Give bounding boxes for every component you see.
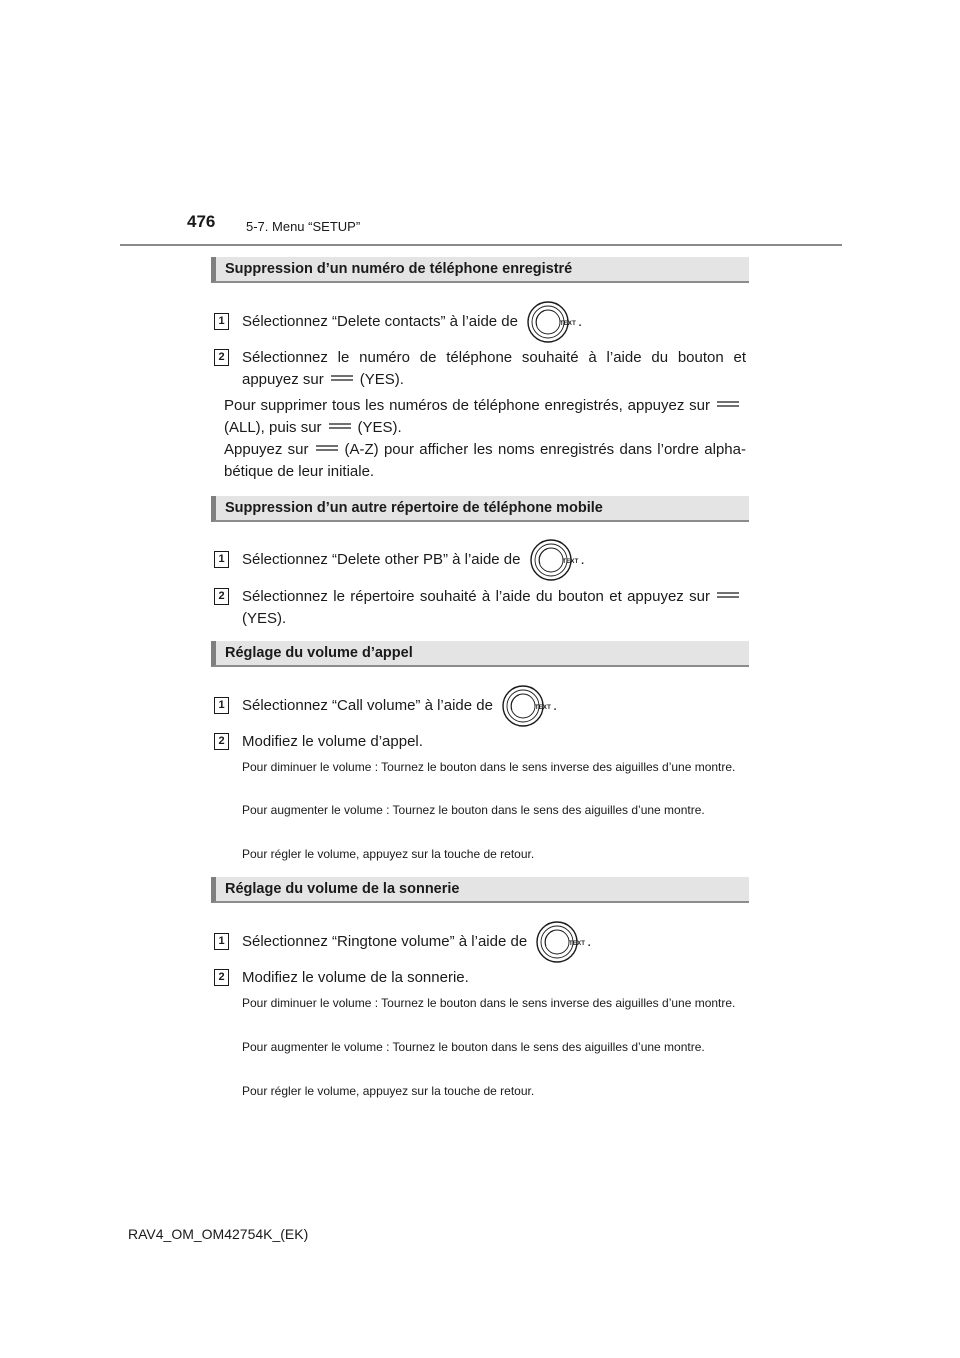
step-text: Modifiez le volume de la sonnerie.	[242, 969, 469, 986]
step-text-before: Sélectionnez le répertoire souhaité à l’aide du bouton et appuyez sur	[242, 588, 710, 605]
soft-key-icon	[315, 443, 339, 453]
note-paragraph	[224, 439, 746, 483]
step-number: 1	[214, 313, 229, 330]
step-text-after: .	[578, 313, 583, 330]
step-text-before: Sélectionnez “Delete contacts” à l’aide de	[242, 313, 518, 330]
soft-key-icon	[716, 590, 740, 600]
step-text-after: .	[552, 697, 558, 714]
knob-text-label: TEXT	[559, 321, 576, 328]
detail-text: Pour diminuer le volume : Tournez le bouton dans le sens inverse des aiguilles d’une montre.	[242, 760, 736, 774]
step-text-before: Sélectionnez “Ringtone volume” à l’aide de	[242, 933, 528, 950]
step-text-after: .	[587, 933, 592, 950]
detail-text: Pour régler le volume, appuyez sur la touche de retour.	[242, 1084, 535, 1098]
step-text	[242, 298, 746, 346]
detail-text: Pour diminuer le volume : Tournez le bouton dans le sens inverse des aiguilles d’une montre.	[242, 996, 736, 1010]
knob-text-label: TEXT	[534, 705, 551, 712]
knob-text-label: TEXT	[562, 559, 579, 566]
page-number: 476	[187, 212, 216, 231]
knob-text-label: TEXT	[569, 941, 586, 948]
note-text: (A-Z) pour afficher les noms enregistrés dans l’ordre alpha-bétique de leur initiale.	[224, 441, 746, 480]
step-number: 2	[214, 588, 229, 605]
soft-key-icon	[330, 373, 354, 383]
step-number: 1	[214, 933, 229, 950]
section-title-delete-phonebook: Suppression d’un autre répertoire de téléphone mobile	[211, 496, 749, 522]
detail-text: Pour augmenter le volume : Tournez le bouton dans le sens des aiguilles d’une montre.	[242, 803, 705, 817]
tune-knob-icon	[501, 684, 551, 728]
header-divider	[120, 244, 842, 246]
step-text-before: Sélectionnez “Delete other PB” à l’aide de	[242, 551, 521, 568]
soft-key-icon	[328, 421, 352, 431]
section-title-call-volume: Réglage du volume d’appel	[211, 641, 749, 667]
note-text: (ALL), puis sur	[224, 419, 322, 436]
step-text	[242, 536, 746, 584]
step-number: 1	[214, 551, 229, 568]
note-text: Pour supprimer tous les numéros de téléphone enregistrés, appuyez sur	[224, 397, 710, 414]
step-text-after: (YES).	[242, 610, 287, 627]
step-text-before: Sélectionnez “Call volume” à l’aide de	[242, 697, 493, 714]
detail-text: Pour augmenter le volume : Tournez le bouton dans le sens des aiguilles d’une montre.	[242, 1040, 705, 1054]
section-title-ringtone-volume: Réglage du volume de la sonnerie	[211, 877, 749, 903]
step-text-before: Sélectionnez le numéro de téléphone souhaité à l’aide du bouton et appuyez sur	[242, 349, 746, 388]
detail-text: Pour régler le volume, appuyez sur la touche de retour.	[242, 847, 535, 861]
step-text	[242, 347, 746, 391]
step-text-after: (YES).	[359, 371, 404, 388]
step-number: 2	[214, 349, 229, 366]
note-text: Appuyez sur	[224, 441, 309, 458]
step-number: 1	[214, 697, 229, 714]
note-paragraph	[224, 395, 746, 439]
document-code: RAV4_OM_OM42754K_(EK)	[128, 1226, 309, 1242]
step-text	[242, 586, 746, 630]
step-number: 2	[214, 969, 229, 986]
tune-knob-icon	[535, 920, 586, 964]
tune-knob-icon	[526, 300, 576, 344]
section-title-delete-number: Suppression d’un numéro de téléphone enregistré	[211, 257, 749, 283]
soft-key-icon	[716, 399, 740, 409]
step-text	[242, 918, 746, 966]
chapter-title: 5-7. Menu “SETUP”	[246, 219, 361, 234]
step-text	[242, 682, 746, 730]
step-text-after: .	[580, 551, 585, 568]
step-number: 2	[214, 733, 229, 750]
step-text: Modifiez le volume d’appel.	[242, 733, 423, 750]
note-text: (YES).	[357, 419, 402, 436]
tune-knob-icon	[529, 538, 579, 582]
